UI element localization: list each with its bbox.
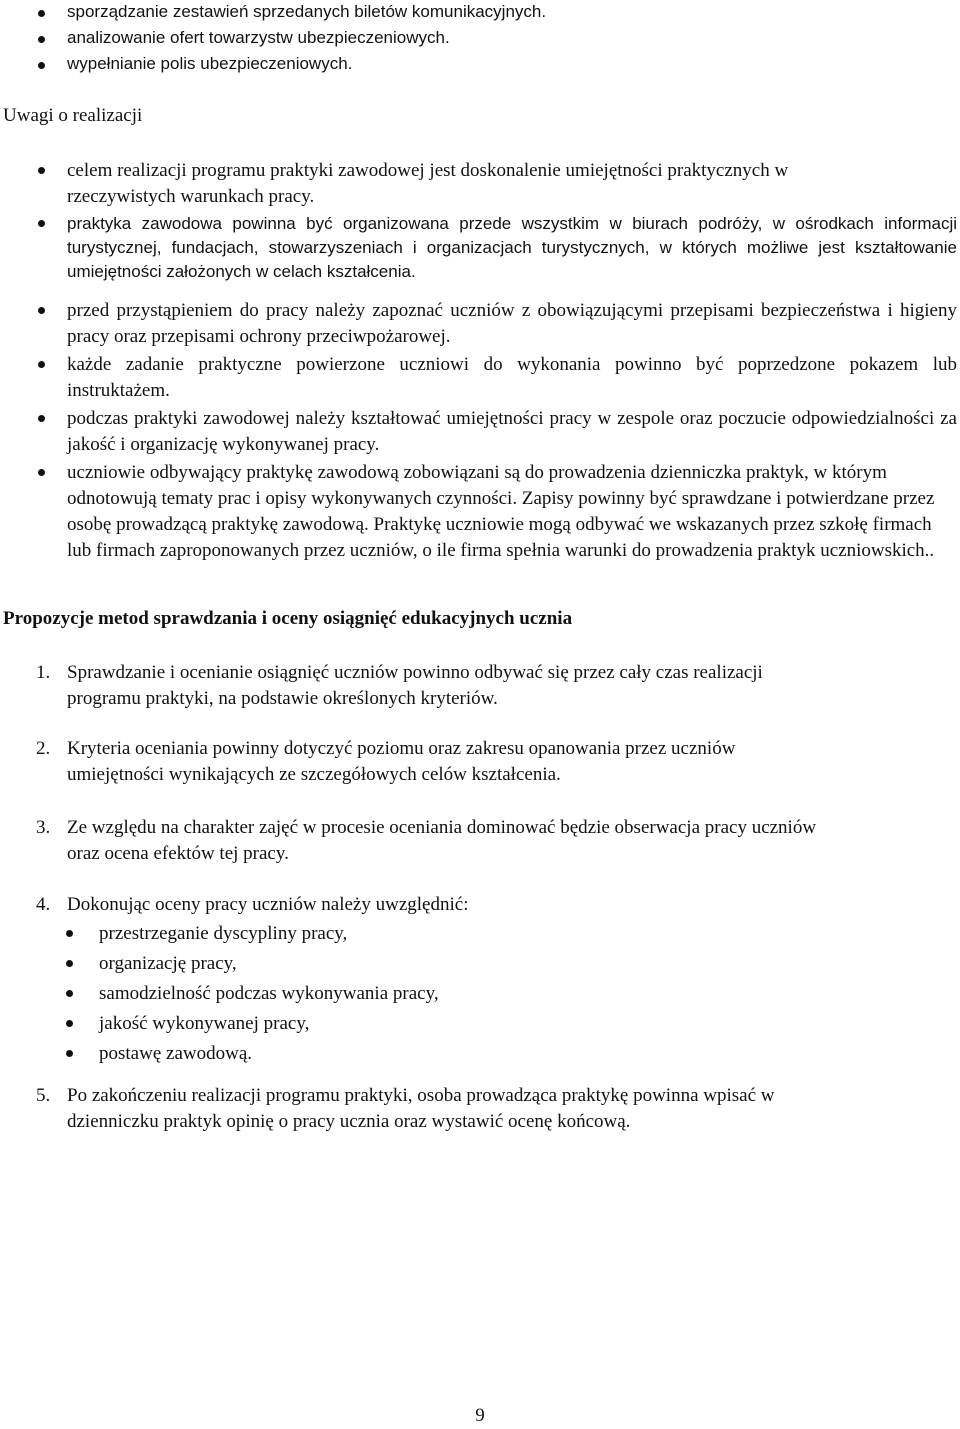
list-item-text: podczas praktyki zawodowej należy kształtować umiejętności pracy w zespole oraz poczucie odpowiedzialności za jakość i organizację wykonywanej pracy. (67, 408, 957, 455)
item-line: Dokonując oceny pracy uczniów należy uwzględnić: (67, 894, 469, 915)
item-number: 5. (36, 1085, 51, 1106)
item-text (67, 660, 952, 712)
item-line: umiejętności wynikających ze szczegółowych celów kształcenia. (67, 764, 561, 785)
bullet-icon (38, 415, 45, 422)
item-line: Kryteria oceniania powinny dotyczyć poziomu oraz zakresu opanowania przez uczniów (67, 738, 736, 759)
list-item (0, 406, 960, 460)
list-item-text: jakość wykonywanej pracy, (99, 1013, 310, 1034)
item-text (67, 736, 952, 788)
list-item (0, 460, 960, 590)
item-text (67, 815, 952, 867)
list-item (0, 951, 960, 981)
task-list (0, 0, 960, 78)
list-item-text: postawę zawodową. (99, 1043, 253, 1064)
page-number: 9 (475, 1405, 485, 1426)
bullet-icon (38, 10, 45, 17)
bullet-icon (38, 469, 45, 476)
list-item (0, 352, 960, 406)
list-item-text: samodzielność podczas wykonywania pracy, (99, 983, 439, 1004)
list-item-text: organizację pracy, (99, 953, 237, 974)
remarks-list (0, 158, 960, 590)
list-item-text: wypełnianie polis ubezpieczeniowych. (67, 54, 353, 73)
list-item-text (67, 158, 957, 210)
item-number: 1. (36, 662, 51, 683)
item-line: programu praktyki, na podstawie określonych kryteriów. (67, 688, 498, 709)
criteria-list (0, 921, 960, 1071)
item-line: Ze względu na charakter zajęć w procesie oceniania dominować będzie obserwacja pracy uczniów (67, 817, 817, 838)
bullet-icon (38, 167, 45, 174)
list-item (0, 0, 960, 26)
list-item (0, 921, 960, 951)
list-item-text: sporządzanie zestawień sprzedanych biletów komunikacyjnych. (67, 2, 547, 21)
bullet-icon (38, 220, 45, 227)
bullet-icon (38, 307, 45, 314)
list-item (0, 212, 960, 298)
list-item (0, 298, 960, 352)
bullet-icon (66, 960, 73, 967)
bullet-icon (38, 361, 45, 368)
item-number: 3. (36, 817, 51, 838)
bullet-icon (38, 36, 45, 43)
list-item-text: każde zadanie praktyczne powierzone uczniowi do wykonania powinno być poprzedzone pokazem lub instruktażem. (67, 354, 957, 401)
list-item (0, 1041, 960, 1071)
list-item-text: przestrzeganie dyscypliny pracy, (99, 923, 348, 944)
list-item (0, 981, 960, 1011)
bullet-icon (66, 1050, 73, 1057)
item-number: 4. (36, 894, 51, 915)
list-item (0, 1011, 960, 1041)
list-item-line: celem realizacji programu praktyki zawodowej jest doskonalenie umiejętności praktycznych w (67, 160, 789, 181)
section-heading-propozycje: Propozycje metod sprawdzania i oceny osiągnięć edukacyjnych ucznia (3, 608, 573, 629)
item-text (67, 1083, 952, 1135)
bullet-icon (38, 62, 45, 69)
list-item-line: rzeczywistych warunkach pracy. (67, 186, 315, 207)
list-item-text: uczniowie odbywający praktykę zawodową zobowiązani są do prowadzenia dzienniczka praktyk, w którym odnotowują tematy prac i opisy wykonywanych czynności. Zapisy powinny być sprawdzane i potwierdzane przez osobę prowadzącą praktykę zawodową. Praktykę uczniowie mogą odbywać we wskazanych przez szkołę firmach lub firmach zaproponowanych przez uczniów, o ile firma spełnia warunki do prowadzenia praktyk uczniowskich.. (67, 462, 935, 561)
bullet-icon (66, 1020, 73, 1027)
list-item-text: analizowanie ofert towarzystw ubezpieczeniowych. (67, 28, 450, 47)
item-text (67, 892, 952, 918)
list-item (0, 52, 960, 78)
item-line: Po zakończeniu realizacji programu praktyki, osoba prowadząca praktykę powinna wpisać w (67, 1085, 775, 1106)
list-item-text: praktyka zawodowa powinna być organizowana przede wszystkim w biurach podróży, w ośrodkach informacji turystycznej, fundacjach, stowarzyszeniach i organizacjach turystycznych, w których możliwe jest kształtowanie umiejętności założonych w celach kształcenia. (67, 214, 957, 281)
item-line: Sprawdzanie i ocenianie osiągnięć uczniów powinno odbywać się przez cały czas realizacji (67, 662, 763, 683)
item-line: oraz ocena efektów tej pracy. (67, 843, 289, 864)
item-number: 2. (36, 738, 51, 759)
list-item-text: przed przystąpieniem do pracy należy zapoznać uczniów z obowiązującymi przepisami bezpieczeństwa i higieny pracy oraz przepisami ochrony przeciwpożarowej. (67, 300, 957, 347)
item-line: dzienniczku praktyk opinię o pracy ucznia oraz wystawić ocenę końcową. (67, 1111, 631, 1132)
section-heading-uwagi: Uwagi o realizacji (3, 105, 143, 126)
list-item (0, 26, 960, 52)
bullet-icon (66, 990, 73, 997)
list-item (0, 158, 960, 212)
bullet-icon (66, 930, 73, 937)
